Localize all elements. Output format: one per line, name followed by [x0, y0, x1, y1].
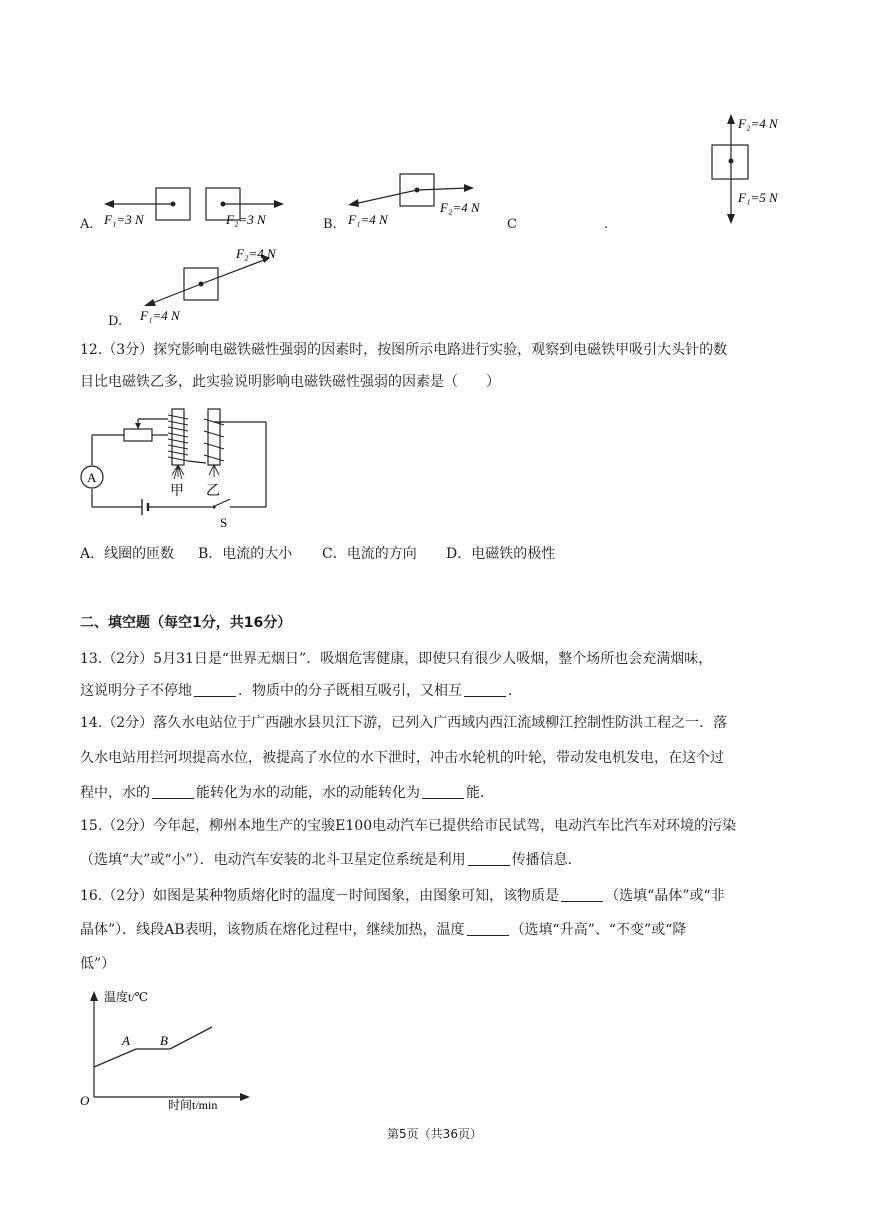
- q12-option-c: C．电流的方向: [322, 546, 417, 562]
- option-d-f2-label: F₂=4 N: [236, 246, 276, 261]
- q16-line2: 晶体”）．线段AB表明，该物质在熔化过程中，继续加热，温度 （选填“升高”、“不变”或“降: [80, 922, 687, 938]
- option-c-f2-label: F₂=4 N: [738, 116, 778, 131]
- option-d-letter: D.: [108, 314, 123, 329]
- q16-blank-1[interactable]: [561, 887, 603, 902]
- option-a-f2-label: F₂=3 N: [226, 212, 266, 227]
- force-diagram-c: [700, 108, 800, 230]
- q15-line1: 15.（2分）今年起，柳州本地生产的宝骏E100电动汽车已提供给市民试驾，电动汽车比汽车对环境的污染: [80, 818, 737, 834]
- q14-line1: 14.（2分）落久水电站位于广西融水县贝江下游，已列入广西域内西江流域柳江控制性防洪工程之一．落: [80, 715, 728, 731]
- switch-label: S: [220, 515, 228, 530]
- force-diagram-d: [140, 240, 300, 330]
- graph-x-label: 时间t/min: [168, 1098, 218, 1112]
- option-b-letter: B.: [323, 217, 337, 232]
- q13-line1: 13.（2分）5月31日是“世界无烟日”．吸烟危害健康，即使只有很少人吸烟，整个场所也会充满烟味，: [80, 651, 713, 667]
- option-c-letter: C: [507, 217, 517, 232]
- force-diagram-a: [98, 180, 298, 235]
- q15-line2: （选填“大”或“小”）．电动汽车安装的北斗卫星定位系统是利用 传播信息．: [80, 852, 582, 868]
- option-a-f1-label: F₁=3 N: [104, 212, 144, 227]
- q14-line3: 程中，水的 能转化为水的动能，水的动能转化为 能．: [80, 785, 494, 801]
- q12-option-b: B．电流的大小: [198, 546, 293, 562]
- q13-blank-1[interactable]: [194, 682, 236, 697]
- option-b-f2-label: F₂=4 N: [440, 200, 480, 215]
- option-b-f1-label: F₁=4 N: [348, 212, 388, 227]
- melting-graph: [78, 985, 258, 1113]
- q12-option-d: D．电磁铁的极性: [446, 546, 556, 562]
- option-c-f1-label: F₁=5 N: [738, 190, 778, 205]
- q16-line1: 16.（2分）如图是某种物质熔化时的温度－时间图象，由图象可知，该物质是 （选填“晶体”或“非: [80, 888, 725, 904]
- q12-stem-line2: 目比电磁铁乙多，此实验说明影响电磁铁磁性强弱的因素是（ ）: [80, 374, 500, 390]
- section-2-title: 二、填空题（每空1分，共16分）: [80, 615, 292, 631]
- q16-blank-2[interactable]: [467, 921, 509, 936]
- q12-option-a: A．线圈的匝数: [80, 546, 175, 562]
- q15-blank[interactable]: [468, 851, 510, 866]
- q12-stem-line1: 12.（3分）探究影响电磁铁磁性强弱的因素时，按图所示电路进行实验，观察到电磁铁甲吸引大头针的数: [80, 342, 728, 358]
- graph-point-a-label: A: [122, 1033, 130, 1048]
- q14-blank-1[interactable]: [152, 784, 194, 799]
- ammeter-label: A: [87, 470, 97, 485]
- option-a-letter: A.: [80, 217, 94, 232]
- force-diagram-b: [340, 168, 500, 233]
- q13-blank-2[interactable]: [464, 682, 506, 697]
- circuit-diagram: [80, 405, 280, 530]
- graph-point-b-label: B: [160, 1033, 168, 1048]
- q14-line2: 久水电站用拦河坝提高水位，被提高了水位的水下泄时，冲击水轮机的叶轮，带动发电机发电，在这个过: [80, 750, 724, 766]
- graph-origin-label: O: [80, 1093, 90, 1108]
- magnet-a-label: 甲: [170, 484, 184, 499]
- magnet-b-label: 乙: [206, 484, 220, 499]
- page-footer: 第5页（共36页）: [387, 1127, 482, 1141]
- option-d-f1-label: F₁=4 N: [140, 308, 180, 323]
- q16-line3: 低”）: [80, 956, 116, 972]
- option-c-dot: .: [604, 217, 609, 232]
- q13-line2: 这说明分子不停地 ．物质中的分子既相互吸引，又相互 ．: [80, 683, 522, 699]
- graph-y-label: 温度t/℃: [104, 990, 149, 1004]
- q14-blank-2[interactable]: [422, 784, 464, 799]
